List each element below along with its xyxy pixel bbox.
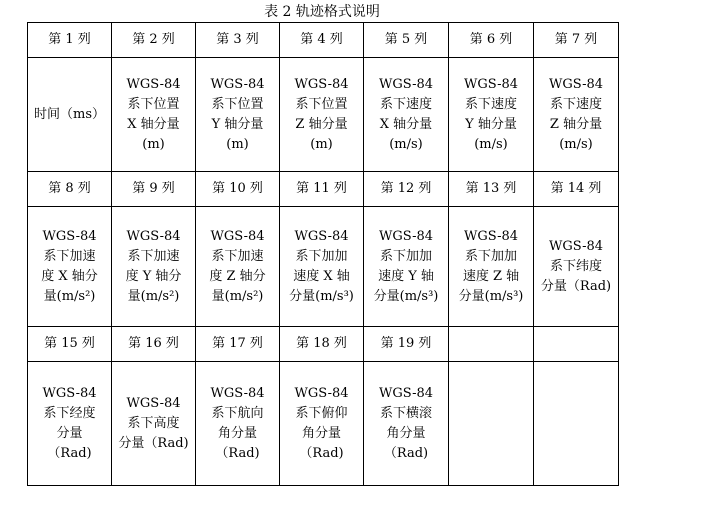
empty-cell [534,362,619,486]
column-description: WGS-84 系下速度 Y 轴分量 (m/s) [449,58,534,172]
column-header: 第 10 列 [196,172,280,207]
column-description: WGS-84 系下加加 速度 Z 轴 分量(m/s³) [449,207,534,327]
column-header: 第 3 列 [196,23,280,58]
column-header: 第 12 列 [364,172,449,207]
column-description: WGS-84 系下加加 速度 X 轴 分量(m/s³) [280,207,364,327]
empty-cell [534,327,619,362]
column-header: 第 9 列 [112,172,196,207]
column-description: WGS-84 系下俯仰 角分量 （Rad) [280,362,364,486]
column-header: 第 13 列 [449,172,534,207]
column-description: WGS-84 系下高度 分量（Rad) [112,362,196,486]
column-header: 第 14 列 [534,172,619,207]
column-description: 时间（ms） [28,58,112,172]
column-header: 第 17 列 [196,327,280,362]
column-description: WGS-84 系下位置 X 轴分量 (m) [112,58,196,172]
column-description: WGS-84 系下经度 分量 （Rad) [28,362,112,486]
column-description: WGS-84 系下加速 度 Y 轴分 量(m/s²) [112,207,196,327]
column-header: 第 16 列 [112,327,196,362]
column-header-row [28,23,619,58]
empty-cell [449,327,534,362]
column-description: WGS-84 系下加速 度 X 轴分 量(m/s²) [28,207,112,327]
column-header-row [28,172,619,207]
trajectory-format-table [27,22,619,486]
description-row [28,207,619,327]
column-description: WGS-84 系下位置 Y 轴分量 (m) [196,58,280,172]
column-header: 第 15 列 [28,327,112,362]
column-header: 第 6 列 [449,23,534,58]
column-description: WGS-84 系下纬度 分量（Rad) [534,207,619,327]
table-caption: 表 2 轨迹格式说明 [264,4,380,20]
column-description: WGS-84 系下位置 Z 轴分量 (m) [280,58,364,172]
column-header-row [28,327,619,362]
column-header: 第 2 列 [112,23,196,58]
column-header: 第 8 列 [28,172,112,207]
column-description: WGS-84 系下加速 度 Z 轴分 量(m/s²) [196,207,280,327]
column-header: 第 1 列 [28,23,112,58]
column-header: 第 19 列 [364,327,449,362]
column-header: 第 18 列 [280,327,364,362]
column-description: WGS-84 系下速度 X 轴分量 (m/s) [364,58,449,172]
empty-cell [449,362,534,486]
description-row [28,58,619,172]
column-header: 第 4 列 [280,23,364,58]
description-row [28,362,619,486]
column-header: 第 7 列 [534,23,619,58]
column-header: 第 11 列 [280,172,364,207]
column-description: WGS-84 系下加加 速度 Y 轴 分量(m/s³) [364,207,449,327]
column-description: WGS-84 系下速度 Z 轴分量 (m/s) [534,58,619,172]
column-description: WGS-84 系下航向 角分量 （Rad) [196,362,280,486]
column-header: 第 5 列 [364,23,449,58]
column-description: WGS-84 系下横滚 角分量 （Rad) [364,362,449,486]
